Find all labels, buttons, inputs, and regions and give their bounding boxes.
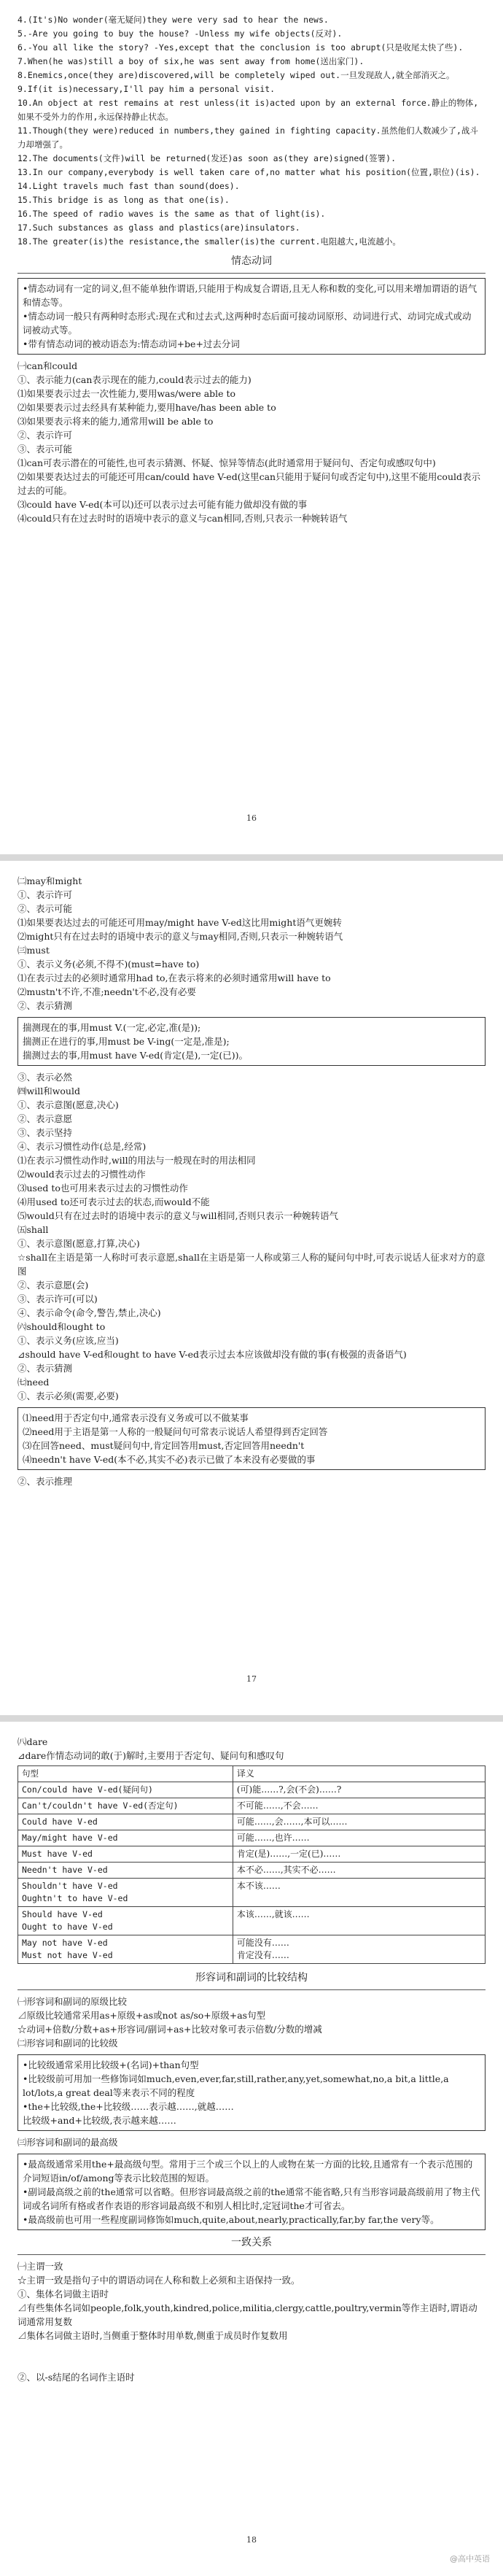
dare-notes <box>17 1735 486 1763</box>
example-sentence: 6.-You all like the story? -Yes,except that the conclusion is too abrupt(只是收尾太快了些). <box>17 42 464 53</box>
example-sentence: 8.Enemics,once(they are)discovered,will be completely wiped out.一旦发现敌人,就全部消灭之。 <box>17 70 455 80</box>
example-sentence: 17.Such substances as glass and plastics(are)insulators. <box>17 223 300 233</box>
note-line: ⑷用used to还可表示过去的状态,而would不能 <box>17 1196 210 1207</box>
table-cell-meaning: 可能没有…… 肯定没有…… <box>233 1935 485 1964</box>
box-line: •最高级前也可用一些程度副词修饰如much,quite,about,nearly,practically,far,by far,the very等。 <box>23 2214 440 2225</box>
table-row <box>18 1814 486 1830</box>
table-header-meaning: 译义 <box>233 1766 485 1782</box>
example-sentence: 4.(It's)No wonder(毫无疑问)they were very sad to hear the news. <box>17 15 329 25</box>
note-line: ③、表示坚持 <box>17 1127 73 1138</box>
note-line: ⑴can可表示潜在的可能性,也可表示猜测、怀疑、惊异等情态(此时通常用于疑问句、否定句或感叹句中) <box>17 457 436 468</box>
note-line: ⑴如果要表达过去的可能还可用may/might have V-ed这比用might语气更婉转 <box>17 917 342 928</box>
example-sentence: 13.In our company,everybody is well taken care of,no matter what his position(位置,职位)(is). <box>17 167 480 177</box>
note-line: ⊿集体名词做主语时,当侧重于整体时用单数,侧重于成员时作复数用 <box>17 2330 288 2341</box>
example-sentence: 9.If(it is)necessary,I'll pay him a personal visit. <box>17 84 276 94</box>
example-sentence: 18.The greater(is)the resistance,the smaller(is)the current.电阻越大,电流越小。 <box>17 236 401 247</box>
note-line: ㈢must <box>17 945 50 956</box>
note-line: ①、集体名词做主语时 <box>17 2289 109 2300</box>
note-line: ⑸would只有在过去时的语境中表示的意义与will相同,否则只表示一种婉转语气 <box>17 1210 338 1221</box>
example-sentence: 16.The speed of radio waves is the same as that of light(is). <box>17 209 326 219</box>
note-line: ②、以-s结尾的名词作主语时 <box>17 2372 135 2383</box>
example-sentence: 12.The documents(文件)will be returned(发还)as soon as(they are)signed(签署). <box>17 153 397 163</box>
note-line: ㈥should和ought to <box>17 1321 106 1332</box>
note-line: ☆动词+倍数/分数+as+形容词/副词+as+比较对象可表示倍数/分数的增减 <box>17 2024 322 2035</box>
note-line: ②、表示推理 <box>17 1476 73 1487</box>
page-number: 17 <box>246 1674 257 1684</box>
note-line: ㈧dare <box>17 1736 48 1747</box>
note-line: ㈢形容词和副词的最高级 <box>17 2137 118 2148</box>
can-could-notes <box>17 359 486 525</box>
note-line <box>17 2343 486 2356</box>
note-line: ②、表示意愿(会) <box>17 1280 89 1291</box>
example-sentence: 10.An object at rest remains at rest unless(it is)acted upon by an external force.静止的物体,如果不受外力的作用,永远保持静止状态。 <box>17 98 479 122</box>
table-cell-pattern: Should have V-ed Ought to have V-ed <box>18 1907 233 1935</box>
note-line: ⑴在表示过去的必须时通常用had to,在表示将来的必须时通常用will have to <box>17 972 331 983</box>
note-line: ⑵如果要表示过去经具有某种能力,要用have/has been able to <box>17 402 276 413</box>
table-cell-meaning: 本该……,就该…… <box>233 1907 485 1935</box>
note-line: ④、表示习惯性动作(总是,经常) <box>17 1141 147 1152</box>
box-line: •情态动词有一定的词义,但不能单独作谓语,只能用于构成复合谓语,且无人称和数的变化,可以用来增加谓语的语气和情态等。 <box>23 283 477 308</box>
table-cell-meaning: 可能……,会……,本可以…… <box>233 1814 485 1830</box>
box-line: •比较级通常采用比较级+(名词)+than句型 <box>23 2059 199 2070</box>
note-line: ①、表示义务(必须,不得不)(must=have to) <box>17 959 200 970</box>
modal-perfect-table <box>17 1765 486 1964</box>
note-line: ①、表示许可 <box>17 889 73 900</box>
note-line: ㈣will和would <box>17 1086 80 1096</box>
box-line: ⑶在回答need、must疑问句中,肯定回答用must,否定回答用needn't <box>23 1440 305 1451</box>
must-guess-box <box>17 1017 486 1066</box>
table-cell-pattern: Shouldn't have V-ed Oughtn't to have V-ed <box>18 1879 233 1907</box>
table-cell-pattern: Could have V-ed <box>18 1814 233 1830</box>
box-line: •比较级前可用加一些修饰词如much,even,ever,far,still,rather,any,yet,somewhat,no,a bit,a little,a lot/lots,a great deal等来表示不同的程度 <box>23 2073 452 2098</box>
note-line: ⑶used to也可用来表示过去的习惯性动作 <box>17 1183 188 1194</box>
note-line: ☆shall在主语是第一人称时可表示意愿,shall在主语是第一人称或第三人称的疑问句中时,可表示说话人征求对方的意图 <box>17 1252 486 1277</box>
section-title-agreement: 一致关系 <box>231 2237 272 2248</box>
elliptical-clause-examples <box>17 13 486 249</box>
document-page-17 <box>0 861 503 1715</box>
table-cell-pattern: May/might have V-ed <box>18 1830 233 1846</box>
note-line: ①、表示意图(愿意,决心) <box>17 1099 119 1110</box>
comparative-box <box>17 2054 486 2131</box>
table-row <box>18 1782 486 1798</box>
table-cell-meaning: 肯定(是)……,一定(已)…… <box>233 1846 485 1863</box>
table-cell-pattern: May not have V-ed Must not have V-ed <box>18 1935 233 1964</box>
section-title-modal-verbs: 情态动词 <box>231 255 272 267</box>
note-line: ②、表示许可 <box>17 430 73 441</box>
section-title-comparison: 形容词和副词的比较结构 <box>195 1972 308 1984</box>
note-line: ⑵would表示过去的习惯性动作 <box>17 1169 146 1180</box>
agreement-notes <box>17 2259 486 2384</box>
watermark: @高中英语 <box>450 2554 490 2564</box>
note-line: ①、表示必须(需要,必要) <box>17 1391 119 1401</box>
box-line: 比较级+and+比较级,表示越来越…… <box>23 2115 176 2126</box>
example-sentence: 11.Though(they were)reduced in numbers,they gained in fighting capacity.虽然他们人数减少了,战斗力却增强了。 <box>17 125 478 150</box>
note-line: ②、表示意愿 <box>17 1113 73 1124</box>
note-line: ①、表示义务(应该,应当) <box>17 1335 119 1346</box>
note-line: ⊿有些集体名词如people,folk,youth,kindred,police,militia,clergy,cattle,poultry,vermin等作主语时,谓语动词通常用复数 <box>17 2302 477 2327</box>
may-might-must-notes <box>17 874 486 1013</box>
note-line: ③、表示许可(可以) <box>17 1293 98 1304</box>
note-line: ②、表示猜测 <box>17 1363 73 1374</box>
note-line: ①、表示能力(can表示现在的能力,could表示过去的能力) <box>17 374 252 385</box>
note-line: ⑶could have V-ed(本可以)还可以表示过去可能有能力做却没有做的事 <box>17 499 308 510</box>
example-sentence: 15.This bridge is as long as that one(is). <box>17 195 230 205</box>
note-line: ⑵如果要表达过去的可能还可用can/could have V-ed(这里can只能用于疑问句或否定句中),这里不能用could表示过去的可能。 <box>17 471 481 496</box>
note-line: ③、表示可能 <box>17 444 73 455</box>
note-line: ㈦need <box>17 1377 50 1388</box>
note-line: ⊿should have V-ed和ought to have V-ed表示过去本应该做却没有做的事(有极强的责备语气) <box>17 1349 407 1360</box>
note-line <box>17 2356 486 2370</box>
table-row <box>18 1846 486 1863</box>
table-row <box>18 1798 486 1814</box>
note-line: ④、表示命令(命令,警告,禁止,决心) <box>17 1307 161 1318</box>
example-sentence: 7.When(he was)still a boy of six,he was sent away from home(送出家门). <box>17 56 364 66</box>
need-inference-notes <box>17 1474 486 1488</box>
box-line: •the+比较级,the+比较级……表示越……,就越…… <box>23 2101 234 2112</box>
example-sentence: 14.Light travels much fast than sound(does). <box>17 181 240 191</box>
table-row <box>18 1863 486 1879</box>
note-line: ㈤shall <box>17 1224 49 1235</box>
divider <box>17 1989 486 1990</box>
table-row <box>18 1879 486 1907</box>
document-page-18 <box>0 1722 503 2576</box>
note-line: ⊿dare作情态动词的敢(于)解时,主要用于否定句、疑问句和感叹句 <box>17 1750 284 1761</box>
table-cell-meaning: 本不必……,其实不必…… <box>233 1863 485 1879</box>
note-line: ⑴在表示习惯性动作时,will的用法与一般现在时的用法相同 <box>17 1155 256 1166</box>
table-cell-meaning: 可能……,也许…… <box>233 1830 485 1846</box>
page-number: 16 <box>246 813 257 823</box>
note-line: ⑶如果要表示将来的能力,通常用will be able to <box>17 416 214 427</box>
table-row <box>18 1935 486 1964</box>
note-line: ②、表示可能 <box>17 903 73 914</box>
example-sentence: 5.-Are you going to buy the house? -Unless my wife objects(反对). <box>17 28 343 39</box>
comparison-notes <box>17 1995 486 2050</box>
note-line: ⑵might只有在过去时的语境中表示的意义与may相同,否则,只表示一种婉转语气 <box>17 931 343 942</box>
table-row <box>18 1830 486 1846</box>
note-line: ⊿原级比较通常采用as+原级+as或not as/so+原级+as句型 <box>17 2010 266 2021</box>
table-cell-pattern: Must have V-ed <box>18 1846 233 1863</box>
divider <box>17 2254 486 2255</box>
table-cell-meaning: (可)能……?,会(不会)……? <box>233 1782 485 1798</box>
box-line: 揣测过去的事,用must have V-ed(肯定(是),一定(已))。 <box>23 1050 248 1061</box>
note-line: ㈠主谓一致 <box>17 2261 63 2272</box>
box-line: ⑷needn't have V-ed(本不必,其实不必)表示已做了本来没有必要做的事 <box>23 1454 316 1465</box>
note-line: ㈠形容词和副词的原级比较 <box>17 1996 128 2007</box>
box-line: •副词最高级之前的the通常可以省略。但形容词最高级之前的the通常不能省略,只有当形容词最高级前用了物主代词或名词所有格或者作表语的形容词最高级不和别人相比时,定冠词the才可省去。 <box>23 2186 480 2211</box>
table-cell-meaning: 不可能……,不会…… <box>233 1798 485 1814</box>
box-line: •情态动词一般只有两种时态形式:现在式和过去式,这两种时态后面可接动词原形、动词进行式、动词完成式或动词被动式等。 <box>23 311 472 336</box>
note-line: ②、表示猜测 <box>17 1000 73 1011</box>
note-line: ㈡may和might <box>17 875 82 886</box>
note-line: ㈠can和could <box>17 360 78 371</box>
page-number: 18 <box>246 2535 257 2545</box>
note-line: ⑵mustn't不许,不准;needn't不必,没有必要 <box>17 986 196 997</box>
will-would-shall-notes <box>17 1070 486 1403</box>
table-cell-pattern: Needn't have V-ed <box>18 1863 233 1879</box>
superlative-heading <box>17 2135 486 2149</box>
note-line: ①、表示意图(愿意,打算,决心) <box>17 1238 140 1249</box>
note-line: ⑷could只有在过去时时的语境中表示的意义与can相同,否则,只表示一种婉转语气 <box>17 513 348 524</box>
superlative-box <box>17 2154 486 2230</box>
note-line: ☆主谓一致是指句子中的谓语动词在人称和数上必须和主语保持一致。 <box>17 2275 300 2286</box>
table-cell-meaning: 本不该…… <box>233 1879 485 1907</box>
table-header-pattern: 句型 <box>18 1766 233 1782</box>
divider <box>17 273 486 274</box>
table-cell-pattern: Can't/couldn't have V-ed(否定句) <box>18 1798 233 1814</box>
box-line: ⑴need用于否定句中,通常表示没有义务或可以不做某事 <box>23 1412 249 1423</box>
box-line: 揣测现在的事,用must V.(一定,必定,准(是)); <box>23 1022 201 1033</box>
modal-verbs-summary-box <box>17 278 486 355</box>
note-line: ㈡形容词和副词的比较级 <box>17 2038 118 2049</box>
document-page-16 <box>0 0 503 854</box>
box-line: •带有情态动词的被动语态为:情态动词+be+过去分词 <box>23 339 240 349</box>
table-row <box>18 1907 486 1935</box>
note-line: ⑴如果要表示过去一次性能力,要用was/were able to <box>17 388 236 399</box>
table-header-row <box>18 1766 486 1782</box>
table-cell-pattern: Con/could have V-ed(疑问句) <box>18 1782 233 1798</box>
note-line: ③、表示必然 <box>17 1072 73 1083</box>
need-usage-box <box>17 1407 486 1470</box>
box-line: ⑵need用于主语是第一人称的一般疑问句可常表示说话人希望得到否定回答 <box>23 1426 328 1437</box>
box-line: •最高级通常采用the+最高级句型。常用于三个或三个以上的人或物在某一方面的比较,且通常有一个表示范围的介词短语in/of/among等表示比较范围的短语。 <box>23 2159 473 2184</box>
box-line: 揣测正在进行的事,用must be V-ing(一定是,准是); <box>23 1036 230 1047</box>
